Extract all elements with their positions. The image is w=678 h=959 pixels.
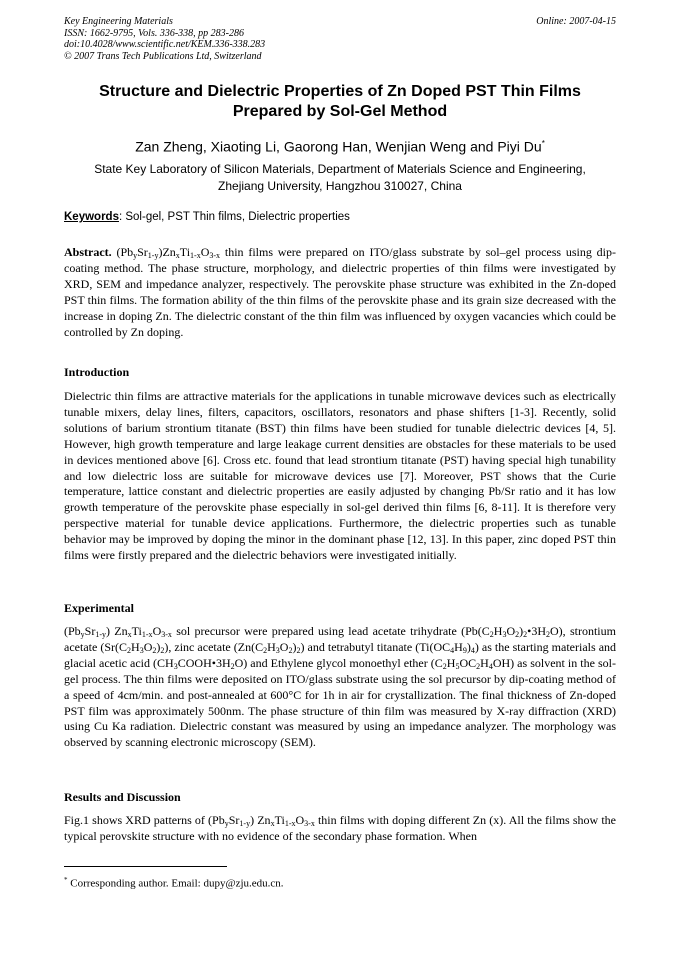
text-run: O) and Ethylene glycol monoethyl ether (C <box>234 655 443 670</box>
results-paragraph <box>64 813 616 845</box>
section-heading-introduction: Introduction <box>64 365 130 379</box>
subscript: 1-x <box>190 251 201 260</box>
text-run: OH) as solvent in the sol-gel process. The thin films were deposited on ITO/glass substrate using the sol precursor by dip-coating method of a speed of 4cm/min. and post-annealed at 600°C for 1h in air for crystallization. The final thickness of Zn-doped PST film was approximately 500nm. The phase structure of thin film was measured by X-ray diffraction (XRD) using Cu Ka radiation. Dielectric constant was measured by using an impedance analyzer. The morphology was observed by scanning electronic microscopy (SEM). <box>64 655 616 750</box>
text-run: ) <box>466 639 471 654</box>
subscript: 3 <box>173 661 178 671</box>
subscript: x <box>127 630 132 639</box>
subscript: 2 <box>288 645 293 655</box>
text-run: (Pb <box>64 624 81 638</box>
text-run: H <box>131 639 140 654</box>
subscript: 2 <box>263 645 268 655</box>
subscript: 2 <box>523 630 528 639</box>
text-run: H <box>267 639 276 654</box>
abstract <box>64 245 616 340</box>
text-run: COOH•3H <box>177 655 231 670</box>
subscript: 9 <box>462 645 467 655</box>
text-run: ) and tetrabutyl titanate (Ti(OC <box>300 639 451 654</box>
subscript: 3-x <box>209 251 221 260</box>
abstract-label: Abstract. <box>64 245 112 259</box>
copyright-line: © 2007 Trans Tech Publications Ltd, Switzerland <box>64 50 262 62</box>
subscript: 5 <box>455 661 460 671</box>
text-run: H <box>446 655 456 670</box>
abstract-formula: )Zn <box>158 245 176 259</box>
affiliation-line-1: State Key Laboratory of Silicon Materials, Department of Materials Science and Engineering, <box>94 162 586 176</box>
subscript: 2 <box>476 661 481 671</box>
text-run: H <box>480 655 489 670</box>
subscript: 3-x <box>304 819 315 828</box>
section-heading-results: Results and Discussion <box>64 790 181 804</box>
affiliation-line-2: Zhejiang University, Hangzhou 310027, China <box>218 179 462 193</box>
abstract-text: thin films were prepared on ITO/glass substrate by sol–gel process using dip-coating method. The phase structure, morphology, and dielectric properties of thin films were investigated by XRD, SEM and impedance analyzer, respectively. The perovskite phase structure was exhibited in the Zn-doped PST thin films. The formation ability of the thin films of the perovskite phase and its grain size decreased with the increase in doping Zn. The dielectric constant of the thin film was influenced by oxygen vacancies which could be controlled by Zn doping. <box>64 245 616 339</box>
subscript: 1-x <box>284 819 296 828</box>
text-run: sol precursor were prepared using lead acetate trihydrate (Pb(C <box>171 624 490 638</box>
subscript: 2 <box>546 630 551 639</box>
subscript: 1-y <box>147 251 159 260</box>
text-run: ), zinc acetate (Zn(C <box>164 639 264 654</box>
text-run: thin films with doping different Zn (x). All the films show the typical perovskite structure with no evidence of the secondary phase formation. When <box>64 813 616 843</box>
keywords <box>64 210 616 225</box>
keywords-colon: : <box>118 211 123 223</box>
subscript: 4 <box>488 661 493 671</box>
subscript: 1-y <box>95 630 107 639</box>
author-list <box>64 135 616 156</box>
text-run: Sr <box>84 624 96 638</box>
subscript: 2 <box>515 630 520 639</box>
subscript: 2 <box>230 661 235 671</box>
footnote-rule <box>64 866 227 867</box>
abstract-formula: Ti <box>179 245 191 259</box>
journal-name: Key Engineering Materials <box>64 16 173 27</box>
subscript: y <box>133 251 138 260</box>
author-names: Zan Zheng, Xiaoting Li, Gaorong Han, Wenjian Weng and Piyi Du <box>135 138 542 155</box>
subscript: x <box>270 819 275 828</box>
subscript: 3-x <box>161 630 172 639</box>
text-run: ) <box>292 639 297 654</box>
keywords-text: Sol-gel, PST Thin films, Dielectric properties <box>122 211 350 223</box>
text-run: Fig.1 shows XRD patterns of (Pb <box>64 813 225 827</box>
issn-line: ISSN: 1662-9795, Vols. 336-338, pp 283-286 <box>64 27 244 39</box>
abstract-formula: Sr <box>137 245 148 259</box>
corresponding-mark: * <box>541 139 545 148</box>
subscript: 2 <box>160 645 165 655</box>
text-run: O <box>295 813 305 827</box>
text-run: ) as the starting materials and glacial acetic acid (CH <box>64 639 617 670</box>
abstract-formula: O <box>200 245 210 259</box>
keywords-label: Keywords <box>64 211 119 223</box>
paper-title <box>64 82 616 122</box>
subscript: 3 <box>139 645 144 655</box>
subscript: 1-y <box>239 819 251 828</box>
subscript: 2 <box>152 645 157 655</box>
footnote-text: Corresponding author. Email: dupy@zju.edu.cn. <box>67 877 284 890</box>
text-run: OC <box>459 655 477 670</box>
title-line-1: Structure and Dielectric Properties of Zn Doped PST Thin Films <box>99 83 581 100</box>
subscript: 3 <box>275 645 280 655</box>
text-run: ) <box>156 639 161 654</box>
subscript: 1-x <box>141 630 153 639</box>
abstract-formula: (Pb <box>111 245 134 259</box>
subscript: 3 <box>502 630 507 639</box>
title-line-2: Prepared by Sol-Gel Method <box>232 103 448 120</box>
subscript: 2 <box>489 630 494 639</box>
text-run: Ti <box>131 624 142 638</box>
introduction-paragraph: Dielectric thin films are attractive materials for the applications in tunable microwave devices such as electrically tunable mixers, delay lines, filters, capacitors, oscillators, resonators and phase shifters [1-3]. Recently, solid solutions of barium strontium titanate (BST) thin films have been studied for tunable dielectric devices [4, 5]. However, high growth temperature and large leakage current densities are obstacles for these materials to be used in devices mentioned above [6]. Cross etc. found that lead strontium titanate (PST) having special high tunability and low dielectric loss are suitable for microwave devices use [7]. Moreover, PST shows that the Curie temperature, lattice constant and dielectric properties are easily adjusted by changing Pb/Sr ratio and it has low growth temperature of the perovskite phase especially in sol-gel derived thin films [6, 8-11]. It is therefore very perspective material for tunable device applications. Furthermore, the dielectric properties such as tunable behavior may be improved by doping the minor in the dominant phase [12, 13]. In this paper, zinc doped PST thin films were firstly prepared and the dielectric behaviors were investigated initially. <box>64 389 616 563</box>
text-run: H <box>454 639 463 654</box>
subscript: 2 <box>442 661 447 671</box>
text-run: •3H <box>527 624 547 638</box>
section-heading-experimental: Experimental <box>64 601 134 615</box>
journal-header <box>64 16 616 62</box>
text-run: ) Zn <box>106 624 128 638</box>
text-run: O), strontium acetate (Sr(C <box>64 624 616 654</box>
affiliation <box>64 161 616 195</box>
subscript: 4 <box>450 645 455 655</box>
footnote <box>64 873 616 891</box>
text-run: O <box>143 639 153 654</box>
text-run: O <box>152 624 162 638</box>
text-run: H <box>493 624 503 638</box>
subscript: x <box>175 251 180 260</box>
text-run: Ti <box>274 813 285 827</box>
experimental-paragraph <box>64 624 616 751</box>
text-run: O <box>279 639 289 654</box>
subscript: 4 <box>470 645 475 655</box>
text-run: ) <box>519 624 524 638</box>
subscript: 2 <box>296 645 301 655</box>
subscript: y <box>80 630 85 639</box>
subscript: 2 <box>127 645 132 655</box>
subscript: y <box>224 819 229 828</box>
online-date: Online: 2007-04-15 <box>536 16 616 27</box>
text-run: O <box>506 624 516 638</box>
text-run: Sr <box>228 813 240 827</box>
text-run: ) Zn <box>250 813 271 827</box>
footnote-mark: * <box>64 876 68 884</box>
doi-line[interactable]: doi:10.4028/www.scientific.net/KEM.336-338.283 <box>64 39 266 51</box>
